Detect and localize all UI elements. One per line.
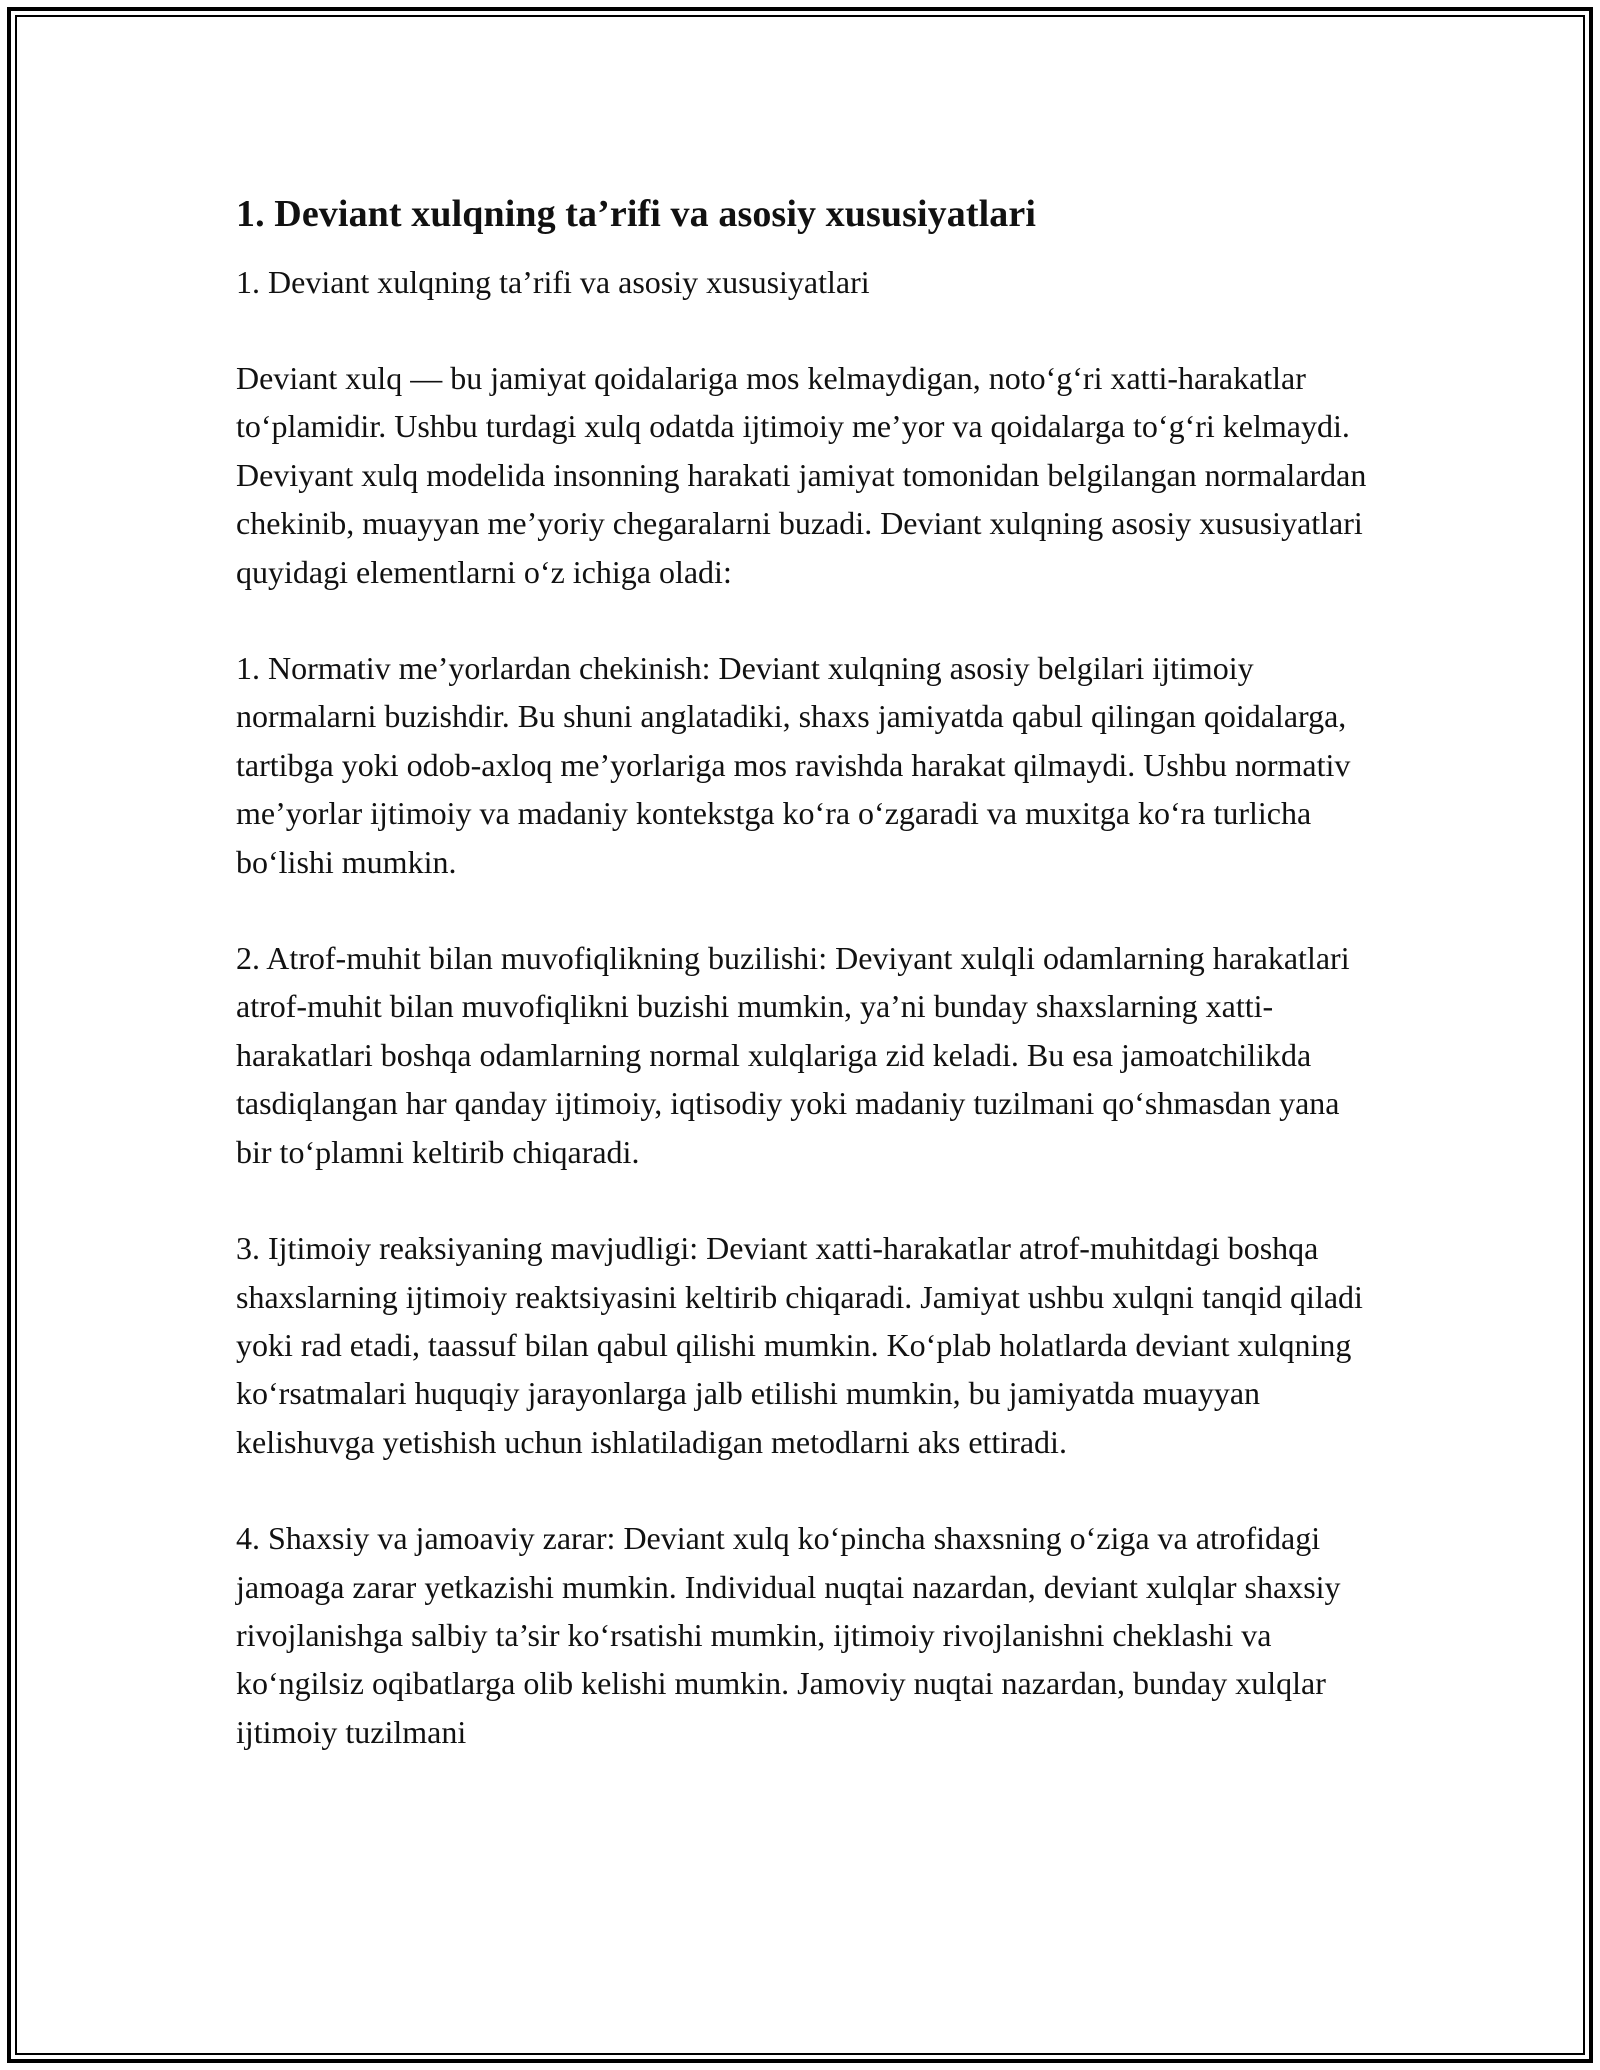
document-subheading: 1. Deviant xulqning ta’rifi va asosiy xususiyatlari <box>236 264 870 300</box>
paragraph-point-3: 3. Ijtimoiy reaksiyaning mavjudligi: Deviant xatti-harakatlar atrof-muhitdagi boshqa shaxslarning ijtimoiy reaktsiyasini keltirib chiqaradi. Jamiyat ushbu xulqni tanqid qiladi yoki rad etadi, taassuf bilan qabul qilishi mumkin. Ko‘plab holatlarda deviant xulqning ko‘rsatmalari huquqiy jarayonlarga jalb etilishi mumkin, bu jamiyatda muayyan kelishuvga yetishish uchun ishlatiladigan metodlarni aks ettiradi. <box>236 1230 1363 1460</box>
document-heading: 1. Deviant xulqning ta’rifi va asosiy xususiyatlari <box>236 193 1037 235</box>
paragraph-intro: Deviant xulq — bu jamiyat qoidalariga mos kelmaydigan, noto‘g‘ri xatti-harakatlar to‘plamidir. Ushbu turdagi xulq odatda ijtimoiy me’yor va qoidalarga to‘g‘ri kelmaydi. Deviyant xulq modelida insonning harakati jamiyat tomonidan belgilangan normalardan chekinib, muayyan me’yoriy chegaralarni buzadi. Deviant xulqning asosiy xususiyatlari quyidagi elementlarni o‘z ichiga oladi: <box>236 360 1367 590</box>
document-body <box>236 188 1376 1756</box>
paragraph-point-1: 1. Normativ me’yorlardan chekinish: Deviant xulqning asosiy belgilari ijtimoiy normalarni buzishdir. Bu shuni anglatadiki, shaxs jamiyatda qabul qilingan qoidalarga, tartibga yoki odob-axloq me’yorlariga mos ravishda harakat qilmaydi. Ushbu normativ me’yorlar ijtimoiy va madaniy kontekstga ko‘ra o‘zgaradi va muxitga ko‘ra turlicha bo‘lishi mumkin. <box>236 650 1351 880</box>
paragraph-point-2: 2. Atrof-muhit bilan muvofiqlikning buzilishi: Deviyant xulqli odamlarning harakatlari atrof-muhit bilan muvofiqlikni buzishi mumkin, ya’ni bunday shaxslarning xatti-harakatlari boshqa odamlarning normal xulqlariga zid keladi. Bu esa jamoatchilikda tasdiqlangan har qanday ijtimoiy, iqtisodiy yoki madaniy tuzilmani qo‘shmasdan yana bir to‘plamni keltirib chiqaradi. <box>236 940 1350 1170</box>
paragraph-point-4: 4. Shaxsiy va jamoaviy zarar: Deviant xulq ko‘pincha shaxsning o‘ziga va atrofidagi jamoaga zarar yetkazishi mumkin. Individual nuqtai nazardan, deviant xulqlar shaxsiy rivojlanishga salbiy ta’sir ko‘rsatishi mumkin, ijtimoiy rivojlanishni cheklashi va ko‘ngilsiz oqibatlarga olib kelishi mumkin. Jamoviy nuqtai nazardan, bunday xulqlar ijtimoiy tuzilmani <box>236 1520 1341 1750</box>
